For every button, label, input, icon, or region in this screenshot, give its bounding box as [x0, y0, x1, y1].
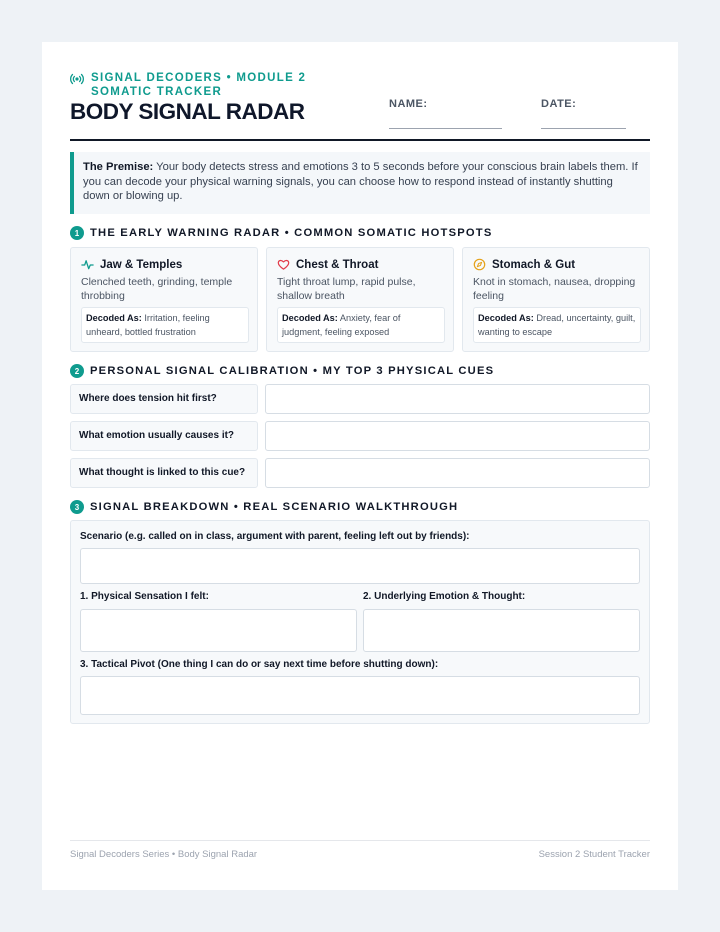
hotspot-card-jaw	[70, 247, 258, 352]
broadcast-icon	[70, 72, 84, 86]
name-field[interactable]	[389, 128, 502, 129]
decoded-box	[277, 307, 445, 343]
section-1-header	[70, 226, 493, 240]
decoded-box	[81, 307, 249, 343]
worksheet-page	[42, 42, 678, 890]
heart-icon	[277, 258, 290, 271]
name-label: NAME:	[389, 98, 428, 110]
scenario-input[interactable]	[80, 548, 640, 584]
section-2-header	[70, 364, 494, 378]
hotspot-title: Stomach & Gut	[492, 258, 576, 271]
section-3-header	[70, 500, 458, 514]
hotspot-description: Tight throat lump, rapid pulse, shallow breath	[277, 276, 416, 302]
decoded-label: Decoded As:	[478, 313, 534, 323]
footer-divider	[70, 840, 650, 841]
premise-callout	[70, 152, 650, 214]
hotspot-title: Chest & Throat	[296, 258, 379, 271]
eyebrow	[70, 71, 370, 99]
date-label: DATE:	[541, 98, 577, 110]
decoded-text: Irritation, feeling unheard, bottled frustration	[86, 313, 210, 337]
decoded-box	[473, 307, 641, 343]
section-number: 3	[70, 500, 84, 514]
page-title: BODY SIGNAL RADAR	[70, 99, 305, 124]
calibration-label: Where does tension hit first?	[70, 384, 258, 414]
hotspot-card-chest	[266, 247, 454, 352]
eyebrow-text: SIGNAL DECODERS • MODULE 2 SOMATIC TRACKER	[91, 72, 307, 98]
header-divider	[70, 139, 650, 141]
calibration-input-thought[interactable]	[265, 458, 650, 488]
premise-text: Your body detects stress and emotions 3 to 5 seconds before your conscious brain labels them. If you can decode your physical warning signals, you can choose how to respond instead of instantly shutting down or blowing up.	[83, 161, 638, 202]
pivot-input[interactable]	[80, 676, 640, 715]
calibration-input-emotion[interactable]	[265, 421, 650, 451]
calibration-label: What thought is linked to this cue?	[70, 458, 258, 488]
hotspot-title: Jaw & Temples	[100, 258, 183, 271]
section-title: SIGNAL BREAKDOWN • REAL SCENARIO WALKTHROUGH	[90, 501, 459, 513]
hotspot-card-stomach	[462, 247, 650, 352]
activity-icon	[81, 258, 94, 271]
scenario-label: Scenario (e.g. called on in class, argument with parent, feeling left out by friends):	[80, 531, 470, 542]
decoded-text: Anxiety, fear of judgment, feeling exposed	[282, 313, 401, 337]
decoded-label: Decoded As:	[86, 313, 142, 323]
sensation-input[interactable]	[80, 609, 357, 652]
section-number: 1	[70, 226, 84, 240]
decoded-text: Dread, uncertainty, guilt, wanting to escape	[478, 313, 636, 337]
decoded-label: Decoded As:	[282, 313, 338, 323]
sensation-label: 1. Physical Sensation I felt:	[80, 591, 209, 602]
date-field[interactable]	[541, 128, 626, 129]
section-title: THE EARLY WARNING RADAR • COMMON SOMATIC HOTSPOTS	[90, 227, 493, 239]
breakdown-panel	[70, 520, 650, 724]
compass-icon	[473, 258, 486, 271]
hotspot-description: Clenched teeth, grinding, temple throbbing	[81, 276, 233, 302]
pivot-label: 3. Tactical Pivot (One thing I can do or say next time before shutting down):	[80, 659, 439, 670]
section-title: PERSONAL SIGNAL CALIBRATION • MY TOP 3 PHYSICAL CUES	[90, 365, 495, 377]
emotion-label: 2. Underlying Emotion & Thought:	[363, 591, 526, 602]
premise-lead: The Premise:	[83, 161, 154, 173]
footer-right: Session 2 Student Tracker	[538, 849, 650, 860]
footer-left: Signal Decoders Series • Body Signal Radar	[70, 849, 258, 860]
emotion-input[interactable]	[363, 609, 640, 652]
calibration-input-tension[interactable]	[265, 384, 650, 414]
calibration-label: What emotion usually causes it?	[70, 421, 258, 451]
section-number: 2	[70, 364, 84, 378]
hotspot-description: Knot in stomach, nausea, dropping feeling	[473, 276, 636, 302]
